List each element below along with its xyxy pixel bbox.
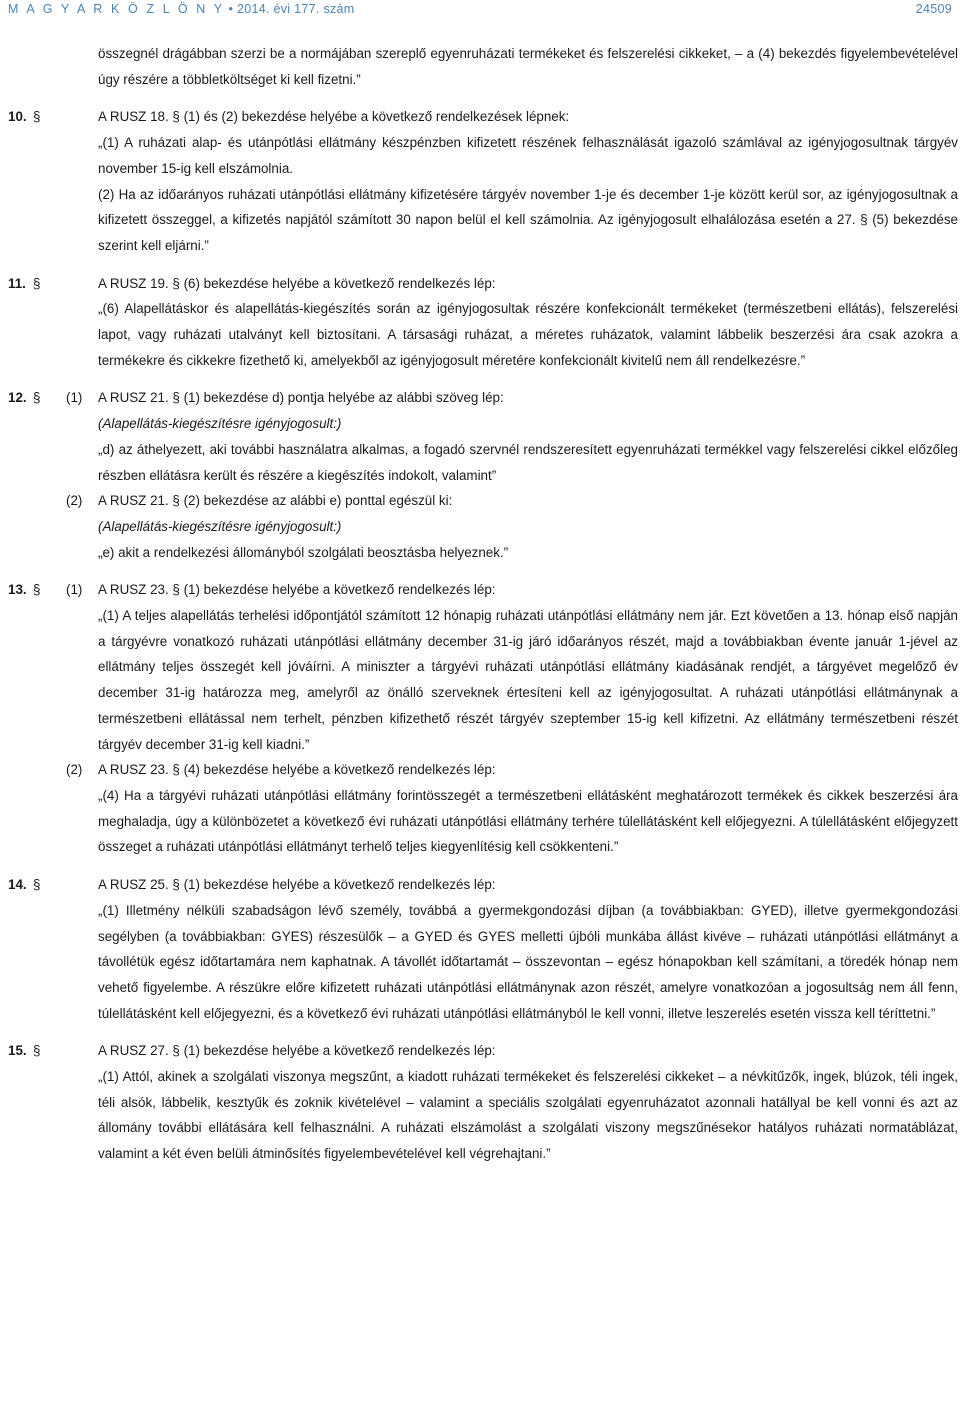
section-number: 10. bbox=[8, 109, 27, 125]
issue-label: 2014. évi 177. szám bbox=[236, 2, 355, 16]
section-gap bbox=[0, 373, 960, 385]
paragraph: A RUSZ 25. § (1) bekezdése helyébe a következő rendelkezés lép: bbox=[98, 877, 496, 893]
sections-list bbox=[0, 92, 960, 1166]
paragraph: „(4) Ha a tárgyévi ruházati utánpótlási ellátmány forintösszegét a természetbeni ellátásként meghatározott termékek és cikkek beszerzési ára meghaladja, úgy a különbözetet a következő évi ruházati utánpótlási ellátmány terhére túlellátásként kell előjegyezni. A túlellátásként előjegyzett összeget a ruházati utánpótlási ellátmányt terhelő teljes kiegyenlítésig kell csökkenteni.” bbox=[98, 787, 958, 855]
paragraph: „(1) A teljes alapellátás terhelési időpontjától számított 12 hónapig ruházati utánpótlási ellátmány nem jár. Ezt követően a 13. hónap első napján a tárgyévre vonatkozó ruházati utánpótlási ellátmány december 31-ig járó időarányos részét, majd a továbbiakban évente január 1-jével az ellátmány teljes összegét kell jóváírni. A miniszter a tárgyévi ruházati utánpótlási ellátmány kiadásának rendjét, a tárgyévet megelőző év december 31-ig határozza meg, amelyről az önálló szerveknek értesíteni kell az igényjogosultat. A ruházati utánpótlási ellátmánynak a természetbeni ellátással nem terhelt, pénzben kifizethető részét tárgyév szeptember 15-ig kell kifizetni. Az ellátmány természetbeni részét tárgyév december 31-ig kell kiadni.” bbox=[98, 608, 958, 752]
header-bullet: • bbox=[228, 2, 234, 16]
section-gap bbox=[0, 259, 960, 271]
subsection bbox=[66, 385, 958, 488]
section-number: 11. bbox=[8, 275, 26, 291]
section-body bbox=[98, 104, 958, 258]
paragraph: A RUSZ 27. § (1) bekezdése helyébe a következő rendelkezés lép: bbox=[98, 1043, 496, 1059]
section-gap bbox=[0, 92, 960, 104]
section-body bbox=[66, 385, 958, 565]
paragraph: A RUSZ 21. § (1) bekezdése d) pontja helyébe az alábbi szöveg lép: bbox=[98, 390, 504, 406]
section-symbol: § bbox=[33, 275, 41, 291]
paragraph: „e) akit a rendelkezési állományból szolgálati beosztásba helyeznek.” bbox=[98, 544, 509, 560]
subsection bbox=[98, 872, 958, 1026]
section-symbol: § bbox=[33, 390, 41, 406]
context-note: (Alapellátás-kiegészítésre igényjogosult:) bbox=[98, 416, 342, 432]
context-note: (Alapellátás-kiegészítésre igényjogosult:) bbox=[98, 518, 342, 534]
section-number: 15. bbox=[8, 1043, 27, 1059]
paragraph: „(1) A ruházati alap- és utánpótlási ellátmány készpénzben kifizetett részének felhasználását igazoló számlával az igényjogosultnak tárgyév november 15-ig kell elszámolnia. bbox=[98, 135, 958, 176]
section-body bbox=[98, 1038, 958, 1167]
paragraph: A RUSZ 23. § (4) bekezdése helyébe a következő rendelkezés lép: bbox=[98, 762, 496, 778]
subsection-number: (2) bbox=[66, 762, 83, 778]
page-number: 24509 bbox=[915, 2, 952, 16]
journal-title: M A G Y A R K Ö Z L Ö N Y bbox=[8, 2, 225, 16]
subsection bbox=[98, 1038, 958, 1167]
section-body bbox=[98, 872, 958, 1026]
section-gap bbox=[0, 1026, 960, 1038]
section-body bbox=[66, 577, 958, 860]
section-gap bbox=[0, 860, 960, 872]
subsection bbox=[98, 104, 958, 258]
section bbox=[0, 271, 960, 374]
page-header bbox=[8, 2, 952, 18]
section-number: 14. bbox=[8, 877, 27, 893]
section-symbol: § bbox=[33, 1043, 41, 1059]
paragraph: A RUSZ 18. § (1) és (2) bekezdése helyébe a következő rendelkezések lépnek: bbox=[98, 109, 570, 125]
header-journal-issue bbox=[8, 2, 355, 18]
section-gap bbox=[0, 565, 960, 577]
section-symbol: § bbox=[33, 877, 41, 893]
subsection-number: (1) bbox=[66, 582, 83, 598]
section bbox=[0, 872, 960, 1026]
intro-paragraph: összegnél drágábban szerzi be a normájában szereplő egyenruházati termékeket és felszerelési cikkeket, – a (4) bekezdés figyelembevételével úgy részére a többletköltséget ki kell fizetni.” bbox=[98, 46, 958, 87]
paragraph: A RUSZ 21. § (2) bekezdése az alábbi e) ponttal egészül ki: bbox=[98, 493, 453, 509]
paragraph: „(6) Alapellátáskor és alapellátás-kiegészítés során az igényjogosultak részére konfekcionált termékeket (természetbeni ellátás), felszerelési lapot, vagy ruházati utalványt kell biztosítani. A társasági ruházat, a méretes ruházatok, valamint lábbelik beszerzési ára csak azokra a termékekre és cikkekre fizethető ki, amelyekből az igényjogosult méretére konfekcionált kivitelű nem áll rendelkezésre.” bbox=[98, 301, 958, 368]
paragraph: A RUSZ 19. § (6) bekezdése helyébe a következő rendelkezés lép: bbox=[98, 275, 496, 291]
section-symbol: § bbox=[33, 109, 41, 125]
subsection bbox=[66, 757, 958, 860]
section bbox=[0, 1038, 960, 1167]
subsection bbox=[98, 271, 958, 374]
paragraph: A RUSZ 23. § (1) bekezdése helyébe a következő rendelkezés lép: bbox=[98, 582, 496, 598]
paragraph: „(1) Attól, akinek a szolgálati viszonya megszűnt, a kiadott ruházati termékeket és felszerelési cikkeket – a névkitűzők, ingek, blúzok, téli ingek, téli alsók, lábbelik, kesztyűk és zoknik kivételével – valamint a speciális szolgálati egyenruházatot azonnali hatállyal be kell vonni és azt az állomány további ellátására kell felhasználni. A ruházati elszámolást a szolgálati viszony megszűnésekor hatályos ruházati normatáblázat, valamint a két éven belüli átminősítés figyelembevételével kell végrehajtani.” bbox=[98, 1069, 958, 1162]
subsection bbox=[66, 488, 958, 565]
section bbox=[0, 385, 960, 565]
subsection-number: (1) bbox=[66, 390, 83, 406]
paragraph: „(1) Illetmény nélküli szabadságon lévő személy, továbbá a gyermekgondozási díjban (a továbbiakban: GYED), illetve gyermekgondozási segélyben (a továbbiakban: GYES) részesülők – a GYED és GYES melletti újbóli munkába állást kivéve – ruházati utánpótlási ellátmányt a távollétük egész időtartamára nem kaphatnak. A távollét időtartamát – összevontan – egész hónapokban kell számítani, a töredék hónap nem vehető figyelembe. A részükre előre kifizetett ruházati utánpótlási ellátmánynak azon részét, amelyre vonatkozóan a jogosultság nem áll fenn, túlellátásként kell előjegyezni, és a következő évi ruházati utánpótlási ellátmányból le kell vonni, illetve leszerelés esetén vissza kell téríttetni.” bbox=[98, 902, 958, 1021]
subsection-number: (2) bbox=[66, 493, 83, 509]
section-symbol: § bbox=[33, 582, 41, 598]
section-body bbox=[98, 271, 958, 374]
paragraph: „d) az áthelyezett, aki további használatra alkalmas, a fogadó szervnél rendszeresített egyenruházati termékkel vagy felszerelési cikkel előzőleg részben ellátásra került és részére a kiegészítés indokolt, valamint” bbox=[98, 441, 958, 483]
subsection bbox=[66, 577, 958, 757]
section bbox=[0, 577, 960, 860]
section-number: 12. bbox=[8, 390, 27, 406]
document-body bbox=[0, 41, 960, 1167]
paragraph: (2) Ha az időarányos ruházati utánpótlási ellátmány kifizetésére tárgyév november 1-je és december 1-je között kerül sor, az igényjogosultnak a kifizetett összeggel, a kifizetés napjától számított 30 napon belül el kell számolnia. Az igényjogosult elhalálozása esetén a 27. § (5) bekezdése szerint kell eljárni.” bbox=[98, 186, 958, 253]
section bbox=[0, 104, 960, 258]
section-number: 13. bbox=[8, 582, 27, 598]
